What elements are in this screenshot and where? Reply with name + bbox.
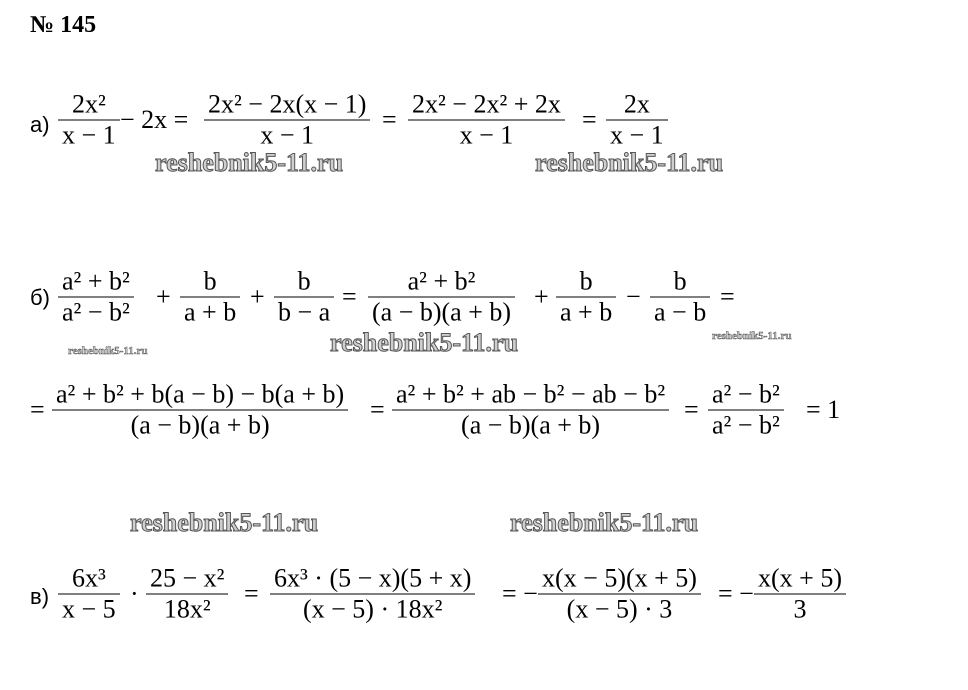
numerator: 2x² − 2x² + 2x: [412, 89, 561, 119]
denominator: x − 1: [62, 120, 116, 150]
denominator: (x − 5) · 18x²: [302, 594, 443, 624]
part-a-operator-2: =: [382, 105, 397, 134]
denominator: x − 1: [610, 120, 664, 150]
part-b-operator-3: =: [342, 282, 357, 311]
numerator: 2x: [623, 89, 650, 119]
watermark: reshebnik5-11.ru: [330, 328, 519, 357]
part-b-line2-operator-1: =: [370, 395, 385, 424]
part-b-fraction-6: [650, 267, 710, 328]
denominator: (a − b)(a + b): [372, 297, 512, 327]
part-b-operator-6: =: [720, 282, 735, 311]
numerator: 2x² − 2x(x − 1): [208, 89, 367, 119]
denominator: a + b: [560, 297, 613, 327]
watermark: reshebnik5-11.ru: [155, 148, 344, 177]
part-c-fraction-5: [754, 564, 846, 625]
watermark: reshebnik5-11.ru: [68, 345, 148, 357]
part-c-fraction-2: [146, 564, 228, 625]
part-a-fraction-2: [204, 90, 370, 151]
part-b-line2-fraction-2: [392, 380, 669, 441]
part-c-operator-4: = −: [718, 579, 754, 608]
numerator: a² + b²: [62, 266, 130, 296]
watermark: reshebnik5-11.ru: [510, 508, 699, 537]
part-a-fraction-1: [58, 90, 120, 151]
denominator: (x − 5) · 3: [566, 594, 673, 624]
numerator: x(x + 5): [758, 563, 842, 593]
part-c-fraction-4: [538, 564, 701, 625]
numerator: 6x³: [71, 563, 106, 593]
part-b-operator-4: +: [534, 282, 549, 311]
part-b-fraction-1: [58, 267, 134, 328]
numerator: a² + b² + b(a − b) − b(a + b): [56, 379, 345, 409]
part-a-fraction-3: [408, 90, 565, 151]
part-b-operator-1: +: [156, 282, 171, 311]
part-a-operator-3: =: [582, 105, 597, 134]
part-c-fraction-3: [270, 564, 475, 625]
part-b-line2-fraction-1: [52, 380, 348, 441]
part-a-label: а): [30, 112, 50, 137]
watermark: reshebnik5-11.ru: [712, 330, 792, 342]
part-c-operator-1: ·: [130, 579, 139, 608]
denominator: x − 5: [62, 594, 116, 624]
part-b-line2-operator-3: = 1: [806, 395, 841, 424]
numerator: 2x²: [71, 89, 106, 119]
numerator: b: [673, 266, 687, 296]
part-c-operator-3: = −: [502, 579, 538, 608]
part-b-label: б): [30, 285, 50, 310]
watermark: reshebnik5-11.ru: [535, 148, 724, 177]
part-b-fraction-4: [368, 267, 515, 328]
numerator: 6x³ · (5 − x)(5 + x): [274, 563, 472, 593]
denominator: a − b: [654, 297, 707, 327]
numerator: a² + b²: [407, 266, 476, 296]
numerator: x(x − 5)(x + 5): [542, 563, 697, 593]
denominator: (a − b)(a + b): [130, 410, 270, 440]
numerator: b: [297, 266, 311, 296]
part-b-line2-operator-2: =: [684, 395, 699, 424]
part-a-operator-1: − 2x =: [120, 105, 189, 134]
part-b-fraction-5: [556, 267, 616, 328]
denominator: b − a: [278, 297, 331, 327]
part-c-fraction-1: [58, 564, 120, 625]
denominator: x − 1: [260, 120, 315, 150]
part-b-operator-5: −: [626, 282, 641, 311]
denominator: a² − b²: [62, 297, 130, 327]
watermark: reshebnik5-11.ru: [130, 508, 319, 537]
part-b-line2-operator-0: =: [30, 395, 45, 424]
part-a-fraction-4: [606, 90, 668, 151]
numerator: a² − b²: [712, 379, 780, 409]
problem-number: № 145: [30, 12, 97, 38]
part-b-operator-2: +: [250, 282, 265, 311]
denominator: a + b: [184, 297, 237, 327]
part-c-operator-2: =: [244, 579, 259, 608]
numerator: b: [203, 266, 217, 296]
numerator: b: [579, 266, 593, 296]
part-b-fraction-2: [180, 267, 240, 328]
denominator: 3: [793, 594, 807, 624]
denominator: 18x²: [163, 594, 211, 624]
part-b-fraction-3: [274, 267, 334, 328]
numerator: a² + b² + ab − b² − ab − b²: [396, 379, 666, 409]
part-c-label: в): [30, 584, 50, 609]
denominator: a² − b²: [712, 410, 780, 440]
denominator: x − 1: [459, 120, 514, 150]
denominator: (a − b)(a + b): [461, 410, 601, 440]
part-b-line2-fraction-3: [708, 380, 784, 441]
numerator: 25 − x²: [150, 563, 225, 593]
